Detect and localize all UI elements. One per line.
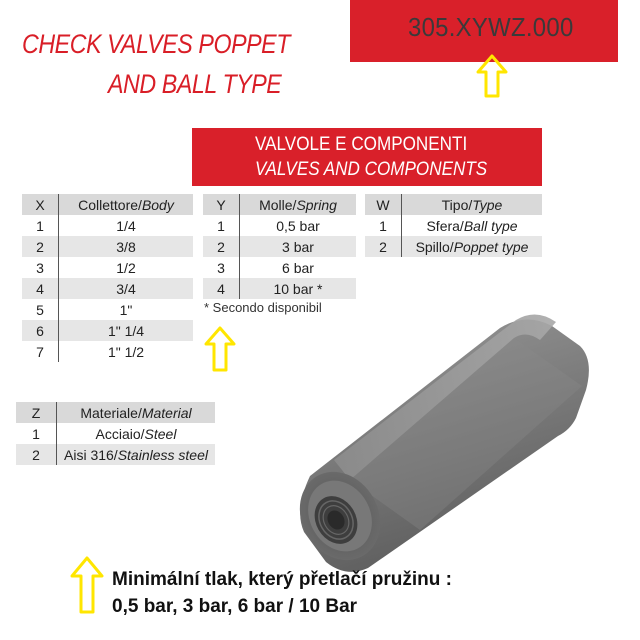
table-header-row	[365, 194, 542, 215]
column-label: Materiale/Material	[57, 402, 216, 423]
material-table	[16, 402, 215, 465]
table-cell-key: 2	[203, 236, 240, 257]
min-pressure-line-1: Minimální tlak, který přetlačí pružinu :	[112, 569, 452, 590]
table-cell-value: 1" 1/4	[59, 320, 194, 341]
table-row	[203, 257, 356, 278]
table-row	[203, 236, 356, 257]
table-row	[22, 320, 193, 341]
table-cell-key: 1	[365, 215, 402, 236]
table-cell-key: 3	[203, 257, 240, 278]
table-header-row	[203, 194, 356, 215]
table-row	[22, 278, 193, 299]
availability-note: * Secondo disponibil	[204, 300, 322, 315]
section-header-en: VALVES AND COMPONENTS	[255, 159, 488, 180]
table-cell-value: 10 bar *	[240, 278, 357, 299]
type-table	[365, 194, 542, 257]
table-cell-value: 1/4	[116, 217, 136, 234]
column-key: X	[22, 194, 59, 215]
table-cell-value: Sfera/Ball type	[426, 217, 518, 234]
table-cell-key: 4	[203, 278, 240, 299]
table-cell-key: 2	[16, 444, 57, 465]
column-key: Z	[16, 402, 57, 423]
table-cell-value: 3 bar	[240, 236, 357, 257]
column-label: Tipo/Type	[402, 194, 543, 215]
column-key: W	[365, 194, 402, 215]
page-title	[22, 24, 291, 104]
table-row	[16, 423, 215, 444]
column-label: Collettore/Body	[59, 194, 194, 215]
body-size-table	[22, 194, 193, 362]
column-label: Molle/Spring	[240, 194, 357, 215]
table-cell-value: Aisi 316/Stainless steel	[57, 444, 216, 465]
table-cell-key: 1	[203, 215, 240, 236]
table-cell-key: 5	[22, 299, 59, 320]
table-cell-value: 6 bar	[282, 259, 314, 276]
table-row	[365, 215, 542, 236]
table-cell-key: 7	[22, 341, 59, 362]
table-row	[22, 236, 193, 257]
table-cell-value: 3/4	[59, 278, 194, 299]
table-row	[16, 444, 215, 465]
up-arrow-icon	[476, 54, 508, 98]
table-row	[203, 215, 356, 236]
product-code: 305.XYWZ.000	[408, 12, 574, 42]
table-cell-key: 6	[22, 320, 59, 341]
table-cell-key: 2	[22, 236, 59, 257]
table-row	[22, 215, 193, 236]
min-pressure-note	[112, 566, 452, 620]
title-line-1: CHECK VALVES POPPET	[22, 29, 291, 59]
table-cell-value: 1" 1/2	[107, 343, 145, 360]
up-arrow-icon	[204, 326, 236, 372]
table-cell-value: Acciaio/Steel	[95, 425, 177, 442]
table-cell-key: 4	[22, 278, 59, 299]
table-cell-value: 1/2	[116, 259, 136, 276]
table-row	[22, 257, 193, 278]
table-row	[22, 341, 193, 362]
table-cell-value: 1"	[119, 301, 133, 318]
section-header	[192, 128, 542, 186]
column-key: Y	[203, 194, 240, 215]
table-header-row	[16, 402, 215, 423]
table-cell-key: 3	[22, 257, 59, 278]
table-row	[22, 299, 193, 320]
table-cell-key: 2	[365, 236, 402, 257]
table-header-row	[22, 194, 193, 215]
table-row	[365, 236, 542, 257]
title-line-2: AND BALL TYPE	[108, 69, 282, 99]
table-row	[203, 278, 356, 299]
table-cell-value: 3/8	[59, 236, 194, 257]
min-pressure-line-2: 0,5 bar, 3 bar, 6 bar / 10 Bar	[112, 596, 358, 617]
table-cell-key: 1	[16, 423, 57, 444]
section-header-it: VALVOLE E COMPONENTI	[255, 134, 468, 155]
spring-table	[203, 194, 356, 299]
up-arrow-icon	[70, 556, 104, 614]
table-cell-key: 1	[22, 215, 59, 236]
table-cell-value: Spillo/Poppet type	[402, 236, 543, 257]
table-cell-value: 0,5 bar	[276, 217, 320, 234]
check-valve-image	[290, 300, 600, 580]
